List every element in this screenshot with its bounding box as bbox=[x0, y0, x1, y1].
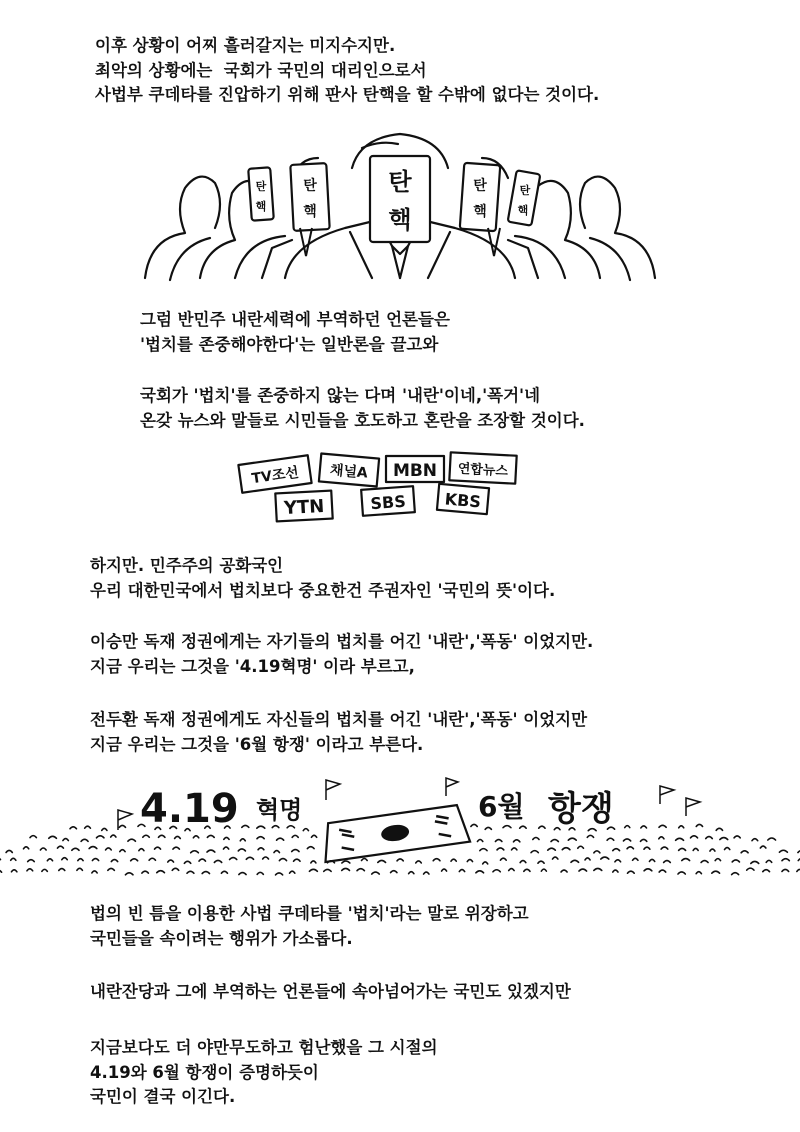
crowd-head-mark bbox=[716, 828, 722, 830]
crowd-head-mark bbox=[290, 871, 295, 873]
crowd-head-mark bbox=[483, 862, 488, 864]
media-line: 온갖 뉴스와 말들로 시민들을 호도하고 혼란을 조장할 것이다. bbox=[140, 410, 585, 430]
closing-line: 4.19와 6월 항쟁이 증명하듯이 bbox=[90, 1062, 319, 1082]
crowd-head-mark bbox=[202, 872, 209, 874]
crowd-head-mark bbox=[246, 857, 253, 859]
crowd-head-mark bbox=[533, 837, 539, 839]
crowd-head-mark bbox=[23, 847, 28, 849]
crowd-head-mark bbox=[500, 858, 506, 860]
crowd-head-mark bbox=[571, 860, 579, 862]
crowd-head-mark bbox=[678, 872, 685, 874]
crowd-head-mark bbox=[111, 835, 116, 837]
crowd-head-mark bbox=[561, 870, 567, 872]
crowd-head-mark bbox=[480, 849, 487, 851]
closing-text-c bbox=[90, 1036, 438, 1110]
crowd-head-mark bbox=[173, 847, 179, 849]
crowd-head-mark bbox=[128, 839, 135, 841]
intro-line: 최악의 상황에는 국회가 국민의 대리인으로서 bbox=[95, 60, 427, 80]
crowd-head-mark bbox=[214, 860, 221, 862]
crowd-head-mark bbox=[362, 859, 368, 861]
sign-char: 탄 bbox=[519, 184, 531, 197]
crowd-head-mark bbox=[309, 869, 317, 871]
closing-line: 지금보다도 더 야만무도하고 험난했을 그 시절의 bbox=[90, 1038, 438, 1057]
will-line: 하지만. 민주주의 공화국인 bbox=[90, 556, 284, 575]
crowd-head-mark bbox=[287, 826, 294, 828]
crowd-head-mark bbox=[277, 838, 284, 840]
crowd-head-mark bbox=[257, 872, 263, 874]
crowd-head-mark bbox=[184, 861, 190, 863]
crowd-head-mark bbox=[92, 871, 97, 873]
crowd-head-mark bbox=[424, 872, 429, 874]
crowd-head-mark bbox=[311, 861, 316, 863]
crowd-head-mark bbox=[92, 859, 98, 861]
crowd-head-mark bbox=[238, 849, 245, 851]
crowd-head-mark bbox=[149, 858, 155, 860]
crowd-head-mark bbox=[495, 840, 501, 842]
crowd-head-mark bbox=[125, 873, 133, 875]
crowd-head-mark bbox=[257, 837, 264, 839]
crowd-head-mark bbox=[28, 860, 35, 862]
closing-text-a bbox=[90, 902, 529, 951]
crowd-head-mark bbox=[191, 851, 199, 853]
outlet-name: YTN bbox=[283, 495, 325, 520]
crowd-head-mark bbox=[49, 836, 57, 838]
crowd-head-mark bbox=[752, 839, 758, 841]
crowd-head-mark bbox=[111, 860, 117, 862]
crowd-head-mark bbox=[96, 836, 103, 838]
crowd-head-mark bbox=[509, 869, 514, 871]
crowd-head-mark bbox=[155, 847, 161, 849]
crowd-head-mark bbox=[627, 847, 633, 849]
sign-card bbox=[460, 163, 501, 231]
crowd-head-mark bbox=[77, 868, 83, 870]
crowd-head-mark bbox=[142, 871, 149, 873]
crowd-head-mark bbox=[766, 860, 772, 862]
crowd-head-mark bbox=[442, 869, 447, 871]
will-line: 우리 대한민국에서 법치보다 중요한건 주권자인 '국민의 뜻'이다. bbox=[90, 580, 556, 600]
taegukgi-flag bbox=[320, 804, 470, 862]
crowd-head-mark bbox=[292, 850, 299, 852]
crowd-head-mark bbox=[47, 859, 52, 861]
crowd-head-mark bbox=[613, 849, 620, 851]
crowd-illustration bbox=[0, 128, 800, 288]
crowd-head-mark bbox=[27, 869, 33, 871]
crowd-head-mark bbox=[551, 840, 558, 842]
crowd-head-mark bbox=[294, 859, 300, 861]
crowd-head-mark bbox=[311, 835, 316, 837]
crowd-head-mark bbox=[497, 848, 504, 850]
sign-card bbox=[290, 163, 329, 231]
crowd-head-mark bbox=[691, 836, 698, 838]
crowd-head-mark bbox=[102, 828, 107, 830]
outlet-name: TV조선 bbox=[250, 464, 300, 488]
crowd-head-mark bbox=[106, 848, 112, 850]
crowd-head-mark bbox=[562, 848, 570, 850]
crowd-head-mark bbox=[57, 846, 63, 848]
crowd-head-mark bbox=[659, 837, 664, 839]
crowd-head-mark bbox=[706, 837, 713, 839]
crowd-head-mark bbox=[342, 861, 350, 863]
crowd-head-mark bbox=[607, 838, 614, 840]
crowd-head-mark bbox=[682, 859, 690, 861]
crowd-head-mark bbox=[391, 871, 397, 873]
crowd-head-mark bbox=[324, 869, 331, 871]
crowd-head-mark bbox=[476, 871, 484, 873]
crowd-head-mark bbox=[72, 848, 79, 850]
crowd-head-mark bbox=[81, 839, 88, 841]
crowd-head-mark bbox=[78, 859, 83, 861]
crowd-head-mark bbox=[779, 850, 787, 852]
sign-char: 핵 bbox=[303, 204, 317, 220]
crowd-head-mark bbox=[644, 847, 650, 849]
crowd-head-mark bbox=[42, 869, 48, 871]
crowd-head-mark bbox=[679, 826, 684, 828]
sign-char: 탄 bbox=[473, 178, 487, 194]
crowd-head-mark bbox=[732, 873, 739, 875]
crowd-head-mark bbox=[664, 861, 671, 863]
media-outlets bbox=[0, 448, 800, 528]
crowd-head-mark bbox=[397, 859, 403, 861]
protest-illustration bbox=[0, 774, 800, 884]
intro-text bbox=[95, 34, 599, 108]
sign-card bbox=[508, 170, 541, 225]
crowd-head-mark bbox=[158, 835, 164, 837]
crowd-head-mark bbox=[649, 859, 654, 861]
media-line: 그럼 반민주 내란세력에 부역하던 언론들은 bbox=[140, 310, 450, 329]
crowd-head-mark bbox=[40, 848, 46, 850]
sign-char: 탄 bbox=[388, 168, 412, 196]
crowd-head-mark bbox=[30, 836, 36, 838]
crowd-head-mark bbox=[157, 871, 165, 873]
crowd-head-mark bbox=[62, 858, 67, 860]
crowd-head-mark bbox=[568, 838, 576, 840]
crowd-head-mark bbox=[89, 847, 97, 849]
crowd-head-mark bbox=[451, 859, 456, 861]
crowd-head-mark bbox=[372, 872, 380, 874]
crowd-head-mark bbox=[303, 829, 308, 831]
crowd-head-mark bbox=[143, 835, 149, 837]
crowd-head-mark bbox=[701, 861, 708, 863]
crowd-head-mark bbox=[661, 847, 668, 849]
crowd-head-mark bbox=[6, 850, 12, 852]
will-text-a bbox=[90, 554, 555, 603]
crowd-head-mark bbox=[644, 869, 652, 871]
crowd-head-mark bbox=[168, 860, 174, 862]
crowd-head-mark bbox=[659, 825, 666, 827]
crowd-head-mark bbox=[493, 870, 500, 872]
crowd-head-mark bbox=[224, 837, 229, 839]
crowd-head-mark bbox=[520, 861, 526, 863]
will-text-c bbox=[90, 708, 587, 757]
crowd-head-mark bbox=[342, 868, 350, 870]
crowd-head-mark bbox=[258, 848, 264, 850]
crowd-head-mark bbox=[548, 848, 556, 850]
crowd-head-mark bbox=[640, 839, 646, 841]
crowd-head-mark bbox=[585, 858, 590, 860]
crowd-head-mark bbox=[63, 839, 68, 841]
sign-char: 핵 bbox=[388, 206, 412, 234]
june-uprising-number: 6월 bbox=[478, 790, 525, 823]
crowd-head-mark bbox=[477, 839, 482, 841]
crowd-head-mark bbox=[11, 870, 16, 872]
crowd-head-mark bbox=[139, 849, 144, 851]
crowd-head-mark bbox=[594, 851, 600, 853]
crowd-head-mark bbox=[524, 869, 530, 871]
revolution-419-word: 혁명 bbox=[256, 796, 303, 824]
crowd-head-mark bbox=[416, 861, 422, 863]
crowd-head-mark bbox=[613, 870, 618, 872]
crowd-head-mark bbox=[588, 829, 596, 831]
will-line: 지금 우리는 그것을 '6월 항쟁' 이라고 부른다. bbox=[90, 734, 424, 754]
outlet-name: MBN bbox=[392, 461, 438, 481]
crowd-head-mark bbox=[467, 860, 472, 862]
will-line: 지금 우리는 그것을 '4.19혁명' 이라 부르고, bbox=[90, 656, 415, 676]
crowd-head-mark bbox=[131, 859, 138, 861]
crowd-head-mark bbox=[751, 861, 759, 863]
crowd-head-mark bbox=[625, 826, 630, 828]
crowd-head-mark bbox=[696, 872, 701, 874]
crowd-head-mark bbox=[433, 859, 440, 861]
crowd-head-mark bbox=[541, 869, 546, 871]
crowd-head-mark bbox=[513, 840, 519, 842]
crowd-head-mark bbox=[257, 826, 265, 828]
crowd-head-mark bbox=[59, 869, 65, 871]
june-uprising-word: 항쟁 bbox=[548, 789, 614, 829]
crowd-head-mark bbox=[712, 871, 720, 873]
crowd-head-mark bbox=[623, 839, 630, 841]
crowd-head-mark bbox=[120, 850, 125, 852]
crowd-head-mark bbox=[594, 868, 602, 870]
crowd-head-mark bbox=[512, 848, 517, 850]
crowd-head-mark bbox=[230, 858, 237, 860]
outlet-name: KBS bbox=[444, 489, 482, 512]
crowd-head-mark bbox=[725, 848, 730, 850]
crowd-head-mark bbox=[732, 860, 739, 862]
will-line: 이승만 독재 정권에게는 자기들의 법치를 어긴 '내란','폭동' 이었지만. bbox=[90, 632, 594, 651]
crowd-head-mark bbox=[734, 836, 740, 838]
crowd-head-mark bbox=[187, 871, 194, 873]
crowd-head-mark bbox=[531, 851, 538, 853]
will-line: 전두환 독재 정권에게도 자신들의 법치를 어긴 '내란','폭동' 이었지만 bbox=[90, 710, 588, 729]
crowd-head-mark bbox=[276, 873, 283, 875]
crowd-head-mark bbox=[242, 825, 249, 827]
crowd-head-mark bbox=[710, 849, 715, 851]
crowd-head-mark bbox=[459, 870, 464, 872]
sign-char: 핵 bbox=[473, 204, 487, 220]
crowd-head-mark bbox=[615, 860, 621, 862]
crowd-head-mark bbox=[108, 868, 115, 870]
crowd-head-mark bbox=[485, 827, 491, 829]
crowd-head-mark bbox=[720, 838, 728, 840]
crowd-head-mark bbox=[539, 826, 545, 828]
crowd-head-mark bbox=[693, 848, 698, 850]
crowd-head-mark bbox=[538, 861, 544, 863]
crowd-head-mark bbox=[587, 835, 593, 837]
crowd-head-mark bbox=[193, 836, 198, 838]
closing-line: 국민들을 속이려는 행위가 가소롭다. bbox=[90, 928, 353, 948]
crowd-head-mark bbox=[747, 868, 754, 870]
crowd-head-mark bbox=[70, 827, 76, 829]
revolution-419-number: 4.19 bbox=[140, 786, 239, 832]
crowd-head-mark bbox=[221, 871, 227, 873]
crowd-head-mark bbox=[119, 825, 125, 827]
crowd-head-mark bbox=[175, 836, 181, 838]
crowd-head-mark bbox=[768, 838, 776, 840]
crowd-head-mark bbox=[633, 858, 638, 860]
sign-char: 탄 bbox=[255, 180, 267, 193]
crowd-head-mark bbox=[409, 872, 414, 874]
media-text-b bbox=[140, 384, 585, 433]
outlet-name: 연합뉴스 bbox=[457, 461, 509, 480]
crowd-head-mark bbox=[579, 869, 587, 871]
outlet-name: SBS bbox=[369, 491, 407, 514]
crowd-head-mark bbox=[715, 859, 720, 861]
crowd-head-mark bbox=[0, 870, 2, 872]
closing-text-b bbox=[90, 980, 571, 1005]
closing-line: 국민이 결국 이긴다. bbox=[90, 1087, 236, 1106]
crowd-head-mark bbox=[272, 826, 279, 828]
crowd-head-mark bbox=[378, 860, 386, 862]
crowd-head-mark bbox=[239, 873, 246, 875]
crowd-head-mark bbox=[782, 859, 789, 861]
crowd-head-mark bbox=[279, 859, 286, 861]
crowd-head-mark bbox=[357, 869, 364, 871]
sign-char: 핵 bbox=[255, 200, 267, 213]
crowd-head-mark bbox=[760, 846, 766, 848]
intro-line: 이후 상황이 어찌 흘러갈지는 미지수지만. bbox=[95, 36, 396, 55]
media-text-a bbox=[140, 308, 450, 357]
crowd-head-mark bbox=[676, 838, 684, 840]
crowd-head-mark bbox=[292, 835, 298, 837]
sign-char: 탄 bbox=[303, 178, 317, 194]
crowd-head-mark bbox=[641, 826, 647, 828]
crowd-head-mark bbox=[741, 851, 748, 853]
crowd-head-mark bbox=[627, 871, 634, 873]
crowd-head-mark bbox=[207, 850, 215, 852]
closing-line: 법의 빈 틈을 이용한 사법 쿠데타를 '법치'라는 말로 위장하고 bbox=[90, 904, 529, 923]
crowd-head-mark bbox=[274, 851, 279, 853]
crowd-head-mark bbox=[696, 824, 702, 826]
crowd-head-mark bbox=[172, 868, 178, 870]
crowd-head-mark bbox=[263, 857, 269, 859]
crowd-head-mark bbox=[207, 835, 214, 837]
crowd-head-mark bbox=[552, 857, 557, 859]
crowd-head-mark bbox=[85, 826, 91, 828]
media-line: 국회가 '법치'를 존중하지 않는 다며 '내란'이네,'폭거'네 bbox=[140, 386, 541, 405]
crowd-head-mark bbox=[659, 870, 666, 872]
will-text-b bbox=[90, 630, 593, 679]
intro-line: 사법부 쿠데타를 진압하기 위해 판사 탄핵을 할 수밖에 없다는 것이다. bbox=[95, 85, 600, 104]
crowd-head-mark bbox=[199, 859, 205, 861]
crowd-head-mark bbox=[11, 858, 16, 860]
crowd-head-mark bbox=[223, 847, 228, 849]
crowd-head-mark bbox=[471, 824, 477, 826]
sign-char: 핵 bbox=[517, 204, 529, 217]
crowd-head-mark bbox=[578, 846, 584, 848]
closing-line: 내란잔당과 그에 부역하는 언론들에 속아넘어가는 국민도 있겠지만 bbox=[90, 982, 571, 1001]
crowd-head-mark bbox=[782, 869, 789, 871]
media-line: '법치를 존중해야한다'는 일반론을 끌고와 bbox=[140, 334, 439, 354]
crowd-head-mark bbox=[307, 847, 314, 849]
crowd-head-mark bbox=[679, 848, 686, 850]
crowd-head-mark bbox=[240, 839, 245, 841]
crowd-head-mark bbox=[503, 826, 511, 828]
crowd-head-mark bbox=[601, 857, 609, 859]
outlet-name: 채널A bbox=[329, 462, 369, 482]
crowd-head-mark bbox=[520, 826, 526, 828]
crowd-head-mark bbox=[763, 870, 770, 872]
